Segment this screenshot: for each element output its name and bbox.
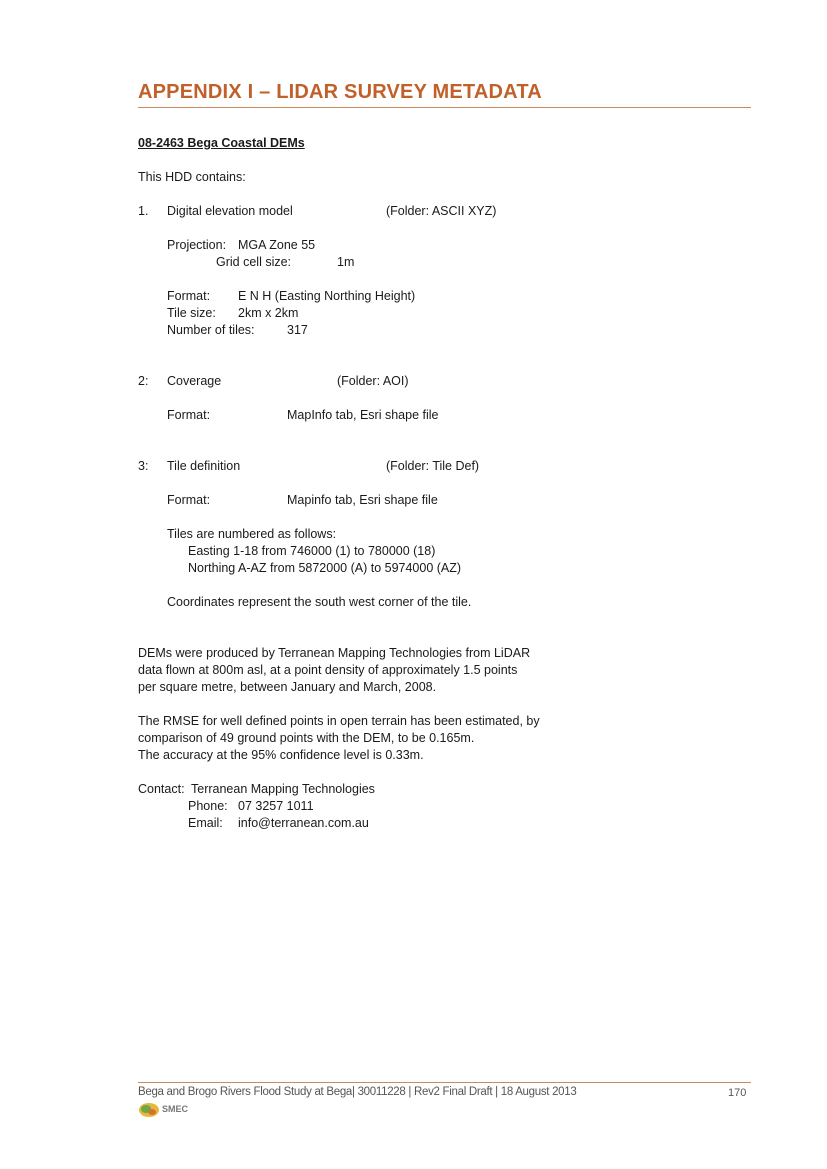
easting-range: Easting 1-18 from 746000 (1) to 780000 (18) bbox=[188, 544, 436, 558]
heading-rule bbox=[138, 107, 751, 108]
document-subtitle: 08-2463 Bega Coastal DEMs bbox=[138, 136, 305, 150]
item1-number: 1. bbox=[138, 204, 149, 218]
paragraph-accuracy-line: comparison of 49 ground points with the DEM, to be 0.165m. bbox=[138, 731, 475, 745]
coordinates-note: Coordinates represent the south west corner of the tile. bbox=[167, 595, 472, 609]
item3-folder: (Folder: Tile Def) bbox=[386, 459, 480, 473]
phone-value: 07 3257 1011 bbox=[238, 799, 314, 813]
item2-title: Coverage bbox=[167, 374, 222, 388]
paragraph-accuracy-line: The accuracy at the 95% confidence level is 0.33m. bbox=[138, 748, 424, 762]
paragraph-production-line: data flown at 800m asl, at a point density of approximately 1.5 points bbox=[138, 663, 518, 677]
num-tiles-label: Number of tiles: bbox=[167, 323, 255, 337]
smec-logo-icon bbox=[138, 1102, 160, 1118]
email-value: info@terranean.com.au bbox=[238, 816, 369, 830]
northing-range: Northing A-AZ from 5872000 (A) to 5974000 (AZ) bbox=[188, 561, 462, 575]
tile-numbering-intro: Tiles are numbered as follows: bbox=[167, 527, 337, 541]
contact-label: Contact: bbox=[138, 782, 185, 796]
contact-name: Terranean Mapping Technologies bbox=[191, 782, 375, 796]
page-number: 170 bbox=[728, 1087, 747, 1099]
num-tiles-value: 317 bbox=[287, 323, 308, 337]
item1-format-value: E N H (Easting Northing Height) bbox=[238, 289, 416, 303]
projection-value: MGA Zone 55 bbox=[238, 238, 316, 252]
intro-text: This HDD contains: bbox=[138, 170, 246, 184]
projection-label: Projection: bbox=[167, 238, 227, 252]
footer-rule bbox=[138, 1082, 751, 1083]
item3-format-label: Format: bbox=[167, 493, 211, 507]
paragraph-accuracy-line: The RMSE for well defined points in open terrain has been estimated, by bbox=[138, 714, 540, 728]
item3-format-value: Mapinfo tab, Esri shape file bbox=[287, 493, 438, 507]
email-label: Email: bbox=[188, 816, 223, 830]
smec-logo bbox=[138, 1102, 200, 1118]
tile-size-value: 2km x 2km bbox=[238, 306, 299, 320]
grid-cell-value: 1m bbox=[337, 255, 355, 269]
item2-format-value: MapInfo tab, Esri shape file bbox=[287, 408, 439, 422]
item1-format-label: Format: bbox=[167, 289, 211, 303]
item3-title: Tile definition bbox=[167, 459, 241, 473]
paragraph-production-line: DEMs were produced by Terranean Mapping Technologies from LiDAR bbox=[138, 646, 531, 660]
item2-format-label: Format: bbox=[167, 408, 211, 422]
paragraph-production-line: per square metre, between January and March, 2008. bbox=[138, 680, 437, 694]
phone-label: Phone: bbox=[188, 799, 228, 813]
smec-logo-text: SMEC bbox=[162, 1104, 189, 1114]
item2-folder: (Folder: AOI) bbox=[337, 374, 409, 388]
item3-number: 3: bbox=[138, 459, 149, 473]
item1-title: Digital elevation model bbox=[167, 204, 293, 218]
item2-number: 2: bbox=[138, 374, 149, 388]
page-heading: APPENDIX I – LIDAR SURVEY METADATA bbox=[138, 81, 542, 103]
tile-size-label: Tile size: bbox=[167, 306, 216, 320]
grid-cell-label: Grid cell size: bbox=[216, 255, 292, 269]
footer-text: Bega and Brogo Rivers Flood Study at Bega| 30011228 | Rev2 Final Draft | 18 August 2013 bbox=[138, 1086, 577, 1098]
item1-folder: (Folder: ASCII XYZ) bbox=[386, 204, 497, 218]
